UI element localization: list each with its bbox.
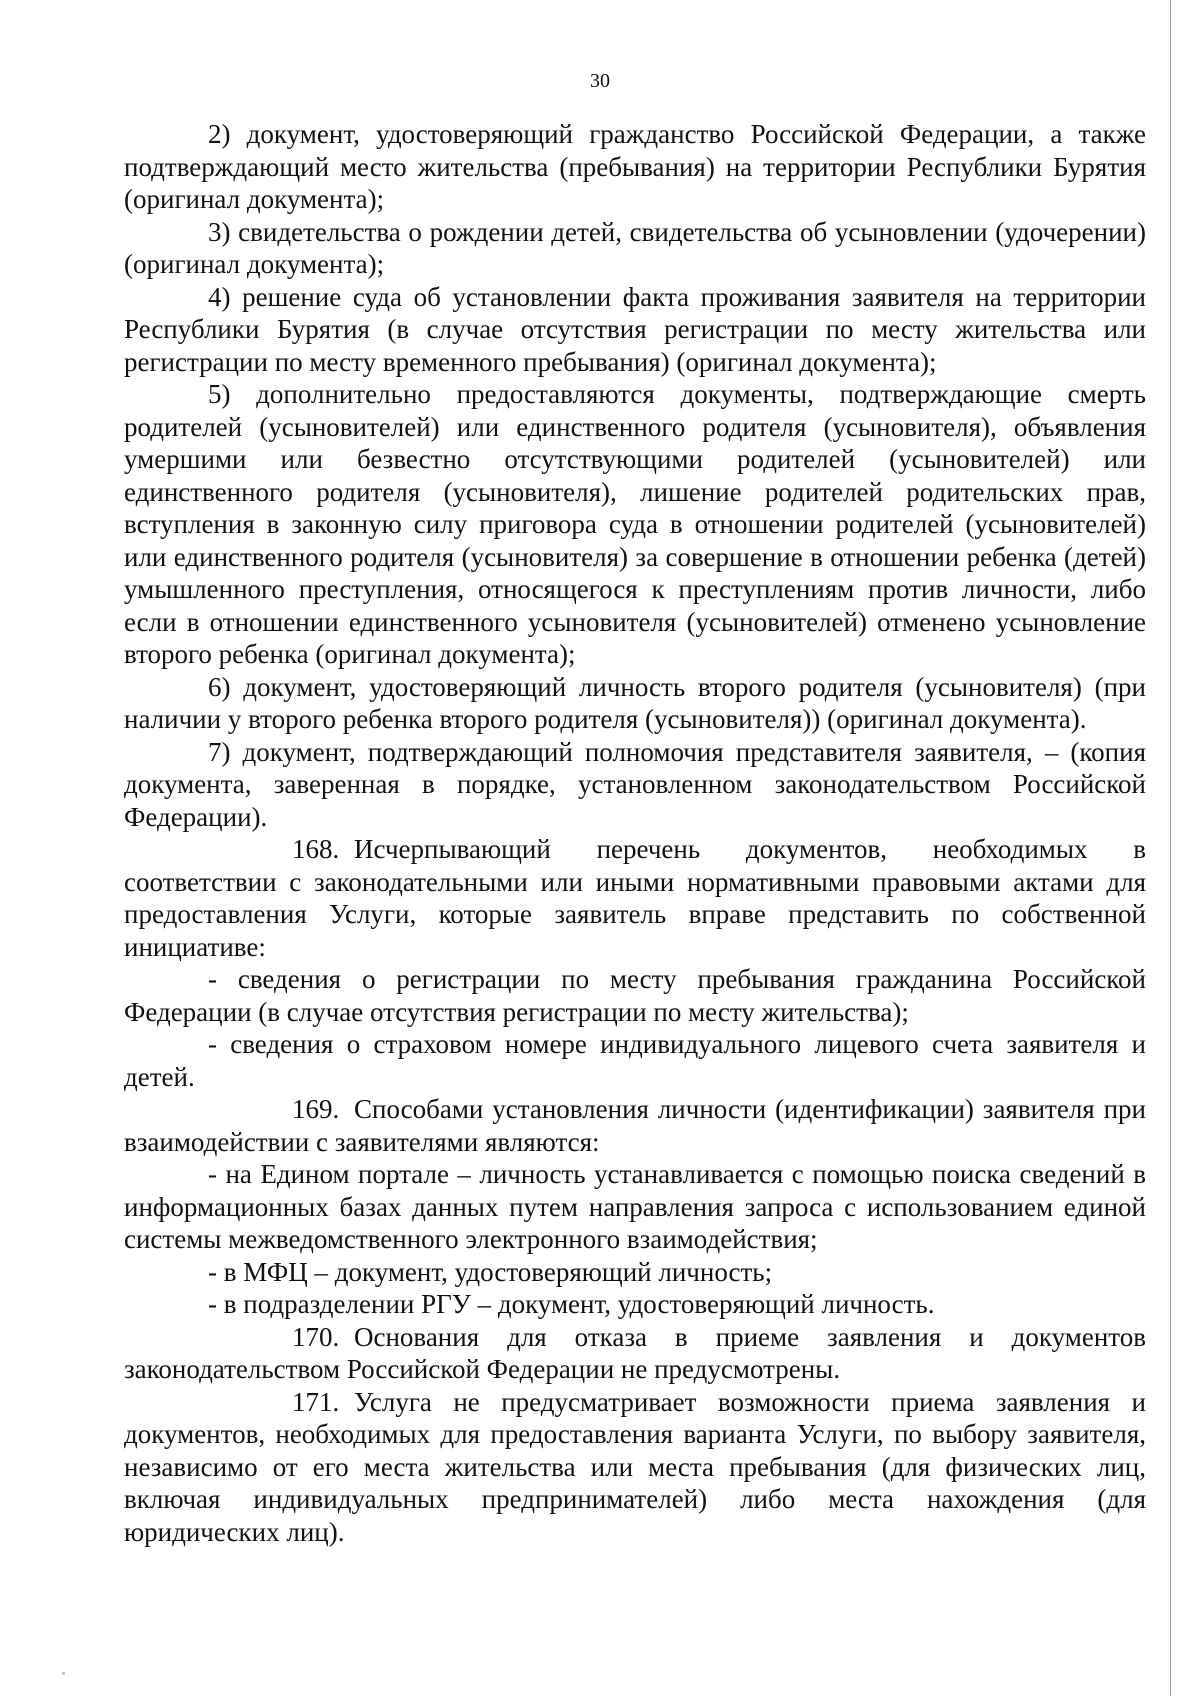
document-body (124, 118, 1146, 1548)
list-item-3: 3) свидетельства о рождении детей, свидетельства об усыновлении (удочерении) (оригинал документа); (124, 216, 1146, 279)
section-text: Основания для отказа в приеме заявления и документов законодательством Российской Федерации не предусмотрены. (124, 1321, 1146, 1384)
section-number: 171. (292, 1386, 340, 1417)
list-item-6: 6) документ, удостоверяющий личность второго родителя (усыновителя) (при наличии у второго ребенка второго родителя (усыновителя)) (оригинал документа). (124, 671, 1146, 734)
list-item-7: 7) документ, подтверждающий полномочия представителя заявителя, – (копия документа, заверенная в порядке, установленном законодательством Российской Федерации). (124, 736, 1146, 832)
section-169-item: - в МФЦ – документ, удостоверяющий личность; (208, 1256, 773, 1287)
section-170 (124, 1321, 1146, 1386)
section-number: 168. (292, 834, 340, 864)
page-edge-line (1170, 0, 1171, 1696)
section-number: 170. (292, 1321, 340, 1352)
section-169-item: - на Едином портале – личность устанавливается с помощью поиска сведений в информационных базах данных путем направления запроса с использованием единой системы межведомственного электронного взаимодействия; (124, 1159, 1146, 1254)
section-169-item: - в подразделении РГУ – документ, удостоверяющий личность. (208, 1289, 935, 1319)
page-number: 30 (590, 70, 610, 92)
list-item-4: 4) решение суда об установлении факта проживания заявителя на территории Республики Бурятия (в случае отсутствия регистрации по месту жительства или регистрации по месту временного пребывания) (оригинал документа); (124, 281, 1146, 377)
section-text: Способами установления личности (идентификации) заявителя при взаимодействии с заявителями являются: (124, 1094, 1146, 1157)
section-text: Исчерпывающий перечень документов, необходимых в соответствии с законодательными или иными нормативными правовыми актами для предоставления Услуги, которые заявитель вправе представить по собственной инициативе: (124, 834, 1146, 962)
scan-speck (62, 1672, 65, 1675)
section-171 (124, 1386, 1146, 1549)
section-168 (124, 833, 1146, 963)
list-item-5: 5) дополнительно предоставляются документы, подтверждающие смерть родителей (усыновителей) или единственного родителя (усыновителя), объявления умершими или безвестно отсутствующими родителей (усыновителей) или единственного родителя (усыновителя), лишение родителей родительских прав, вступления в законную силу приговора суда в отношении родителей (усыновителей) или единственного родителя (усыновителя) за совершение в отношении ребенка (детей) умышленного преступления, относящегося к преступлениям против личности, либо если в отношении единственного усыновителя (усыновителей) отменено усыновление второго ребенка (оригинал документа); (124, 379, 1146, 669)
list-item-2: 2) документ, удостоверяющий гражданство Российской Федерации, а также подтверждающий место жительства (пребывания) на территории Республики Бурятия (оригинал документа); (124, 119, 1146, 214)
section-number: 169. (292, 1094, 340, 1124)
section-168-item: - сведения о регистрации по месту пребывания гражданина Российской Федерации (в случае отсутствия регистрации по месту жительства); (124, 964, 1146, 1027)
section-text: Услуга не предусматривает возможности приема заявления и документов, необходимых для предоставления варианта Услуги, по выбору заявителя, независимо от его места жительства или места пребывания (для физических лиц, включая индивидуальных предпринимателей) либо места нахождения (для юридических лиц). (124, 1386, 1146, 1547)
section-168-item: - сведения о страховом номере индивидуального лицевого счета заявителя и детей. (124, 1029, 1146, 1092)
section-169 (124, 1093, 1146, 1158)
